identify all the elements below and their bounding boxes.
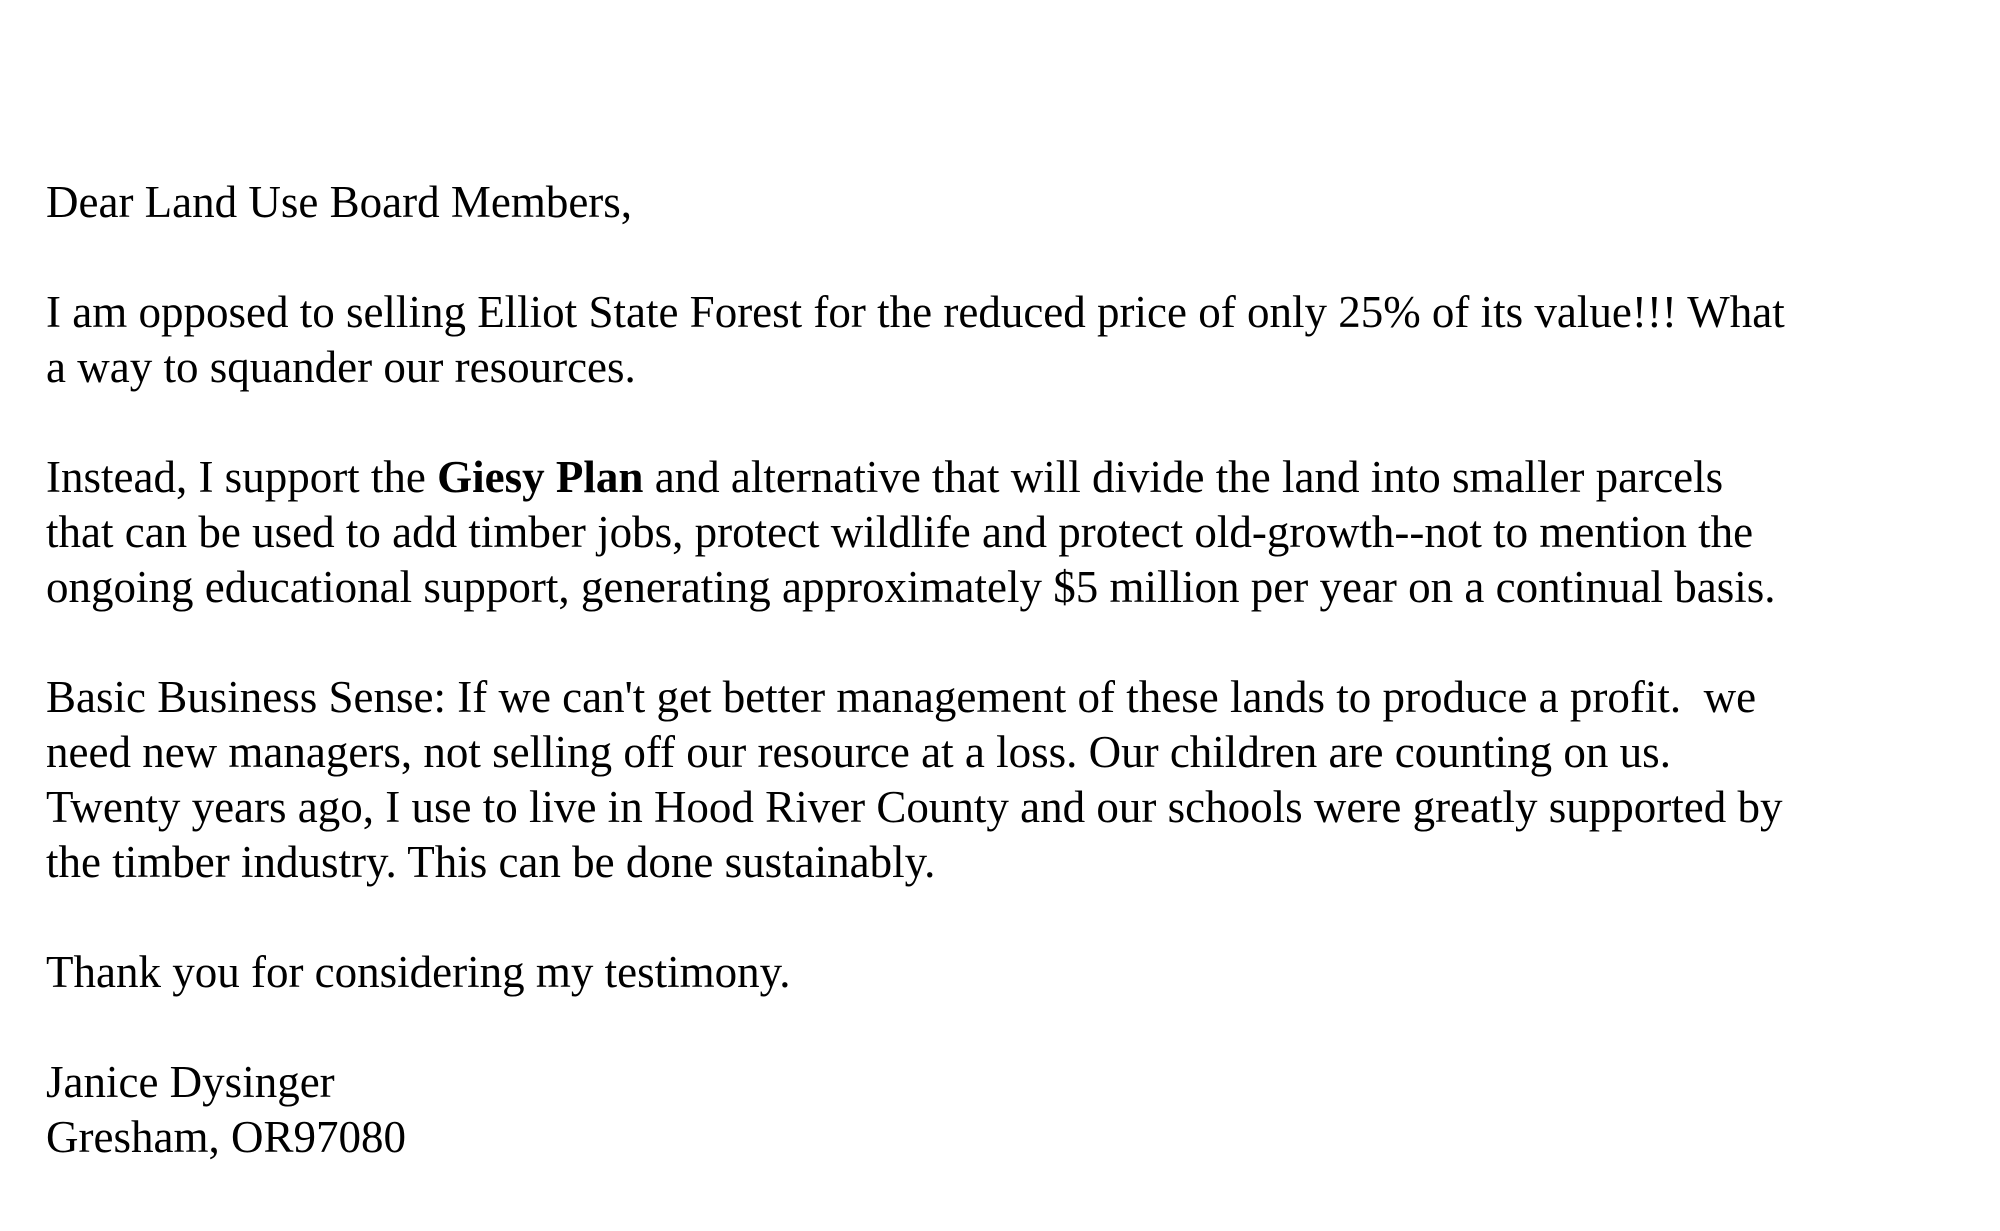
salutation-paragraph — [46, 175, 1946, 230]
opposition-line-2: a way to squander our resources. — [46, 342, 636, 392]
letter-body — [46, 175, 1946, 1220]
closing-paragraph — [46, 945, 1946, 1000]
business-sense-paragraph — [46, 670, 1946, 890]
closing-line: Thank you for considering my testimony. — [46, 947, 791, 997]
signature-location: Gresham, OR97080 — [46, 1112, 406, 1162]
support-paragraph — [46, 450, 1946, 615]
support-line-1-start: Instead, I support the — [46, 452, 438, 502]
opposition-paragraph — [46, 285, 1946, 395]
business-line-3: Twenty years ago, I use to live in Hood River County and our schools were greatly supported by — [46, 782, 1783, 832]
opposition-line-1: I am opposed to selling Elliot State Forest for the reduced price of only 25% of its value!!! What — [46, 287, 1785, 337]
support-line-1-end: and alternative that will divide the land into smaller parcels — [643, 452, 1724, 502]
giesy-plan-emphasis: Giesy Plan — [437, 452, 644, 502]
signature-name: Janice Dysinger — [46, 1057, 335, 1107]
support-line-1 — [46, 450, 1946, 505]
business-line-2: need new managers, not selling off our resource at a loss. Our children are counting on us. — [46, 727, 1671, 777]
business-line-4: the timber industry. This can be done sustainably. — [46, 837, 936, 887]
support-line-3: ongoing educational support, generating approximately $5 million per year on a continual basis. — [46, 562, 1776, 612]
business-line-1: Basic Business Sense: If we can't get better management of these lands to produce a profit. we — [46, 672, 1757, 722]
signature-block — [46, 1055, 1946, 1165]
support-line-2: that can be used to add timber jobs, protect wildlife and protect old-growth--not to mention the — [46, 507, 1754, 557]
salutation: Dear Land Use Board Members, — [46, 177, 633, 227]
